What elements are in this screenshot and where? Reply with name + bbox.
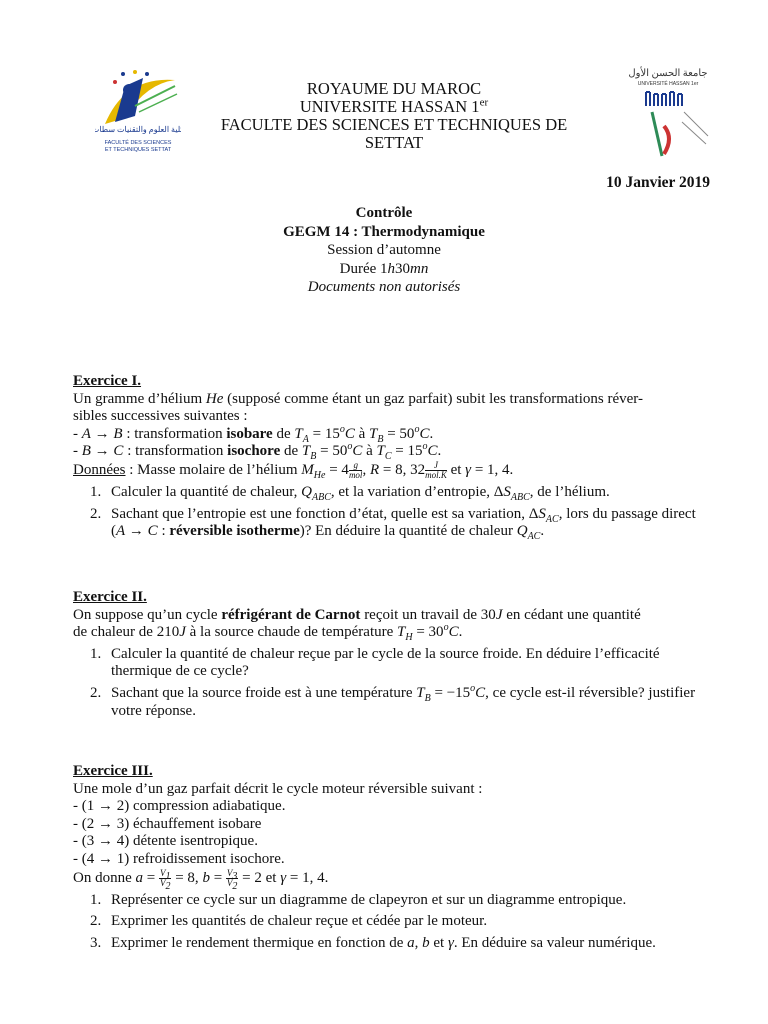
exercise-1-transformation-1: - A → B : transformation isobare de $T_A = 15^oC$ à $T_B = 50^oC$. [73,423,434,445]
university-logo-icon [622,66,712,162]
exercise-1-intro: Un gramme d’hélium He (supposé comme étant un gaz parfait) subit les transformations réver- [73,390,643,407]
exercise-3-heading: Exercice III. [73,763,153,779]
faculty-logo [95,66,181,158]
exercise-3 [73,763,713,952]
logo-latin-line1: FACULTÉ DES SCIENCES [104,140,172,146]
logo-right-arabic: جامعة الحسن الأول [628,68,708,79]
university-logo [622,66,712,162]
logo-right-latin: UNIVERSITÉ HASSAN 1er [637,81,699,87]
exercise-2-heading: Exercice II. [73,589,147,605]
donnees-label: Données [73,461,126,478]
institution-header [190,80,598,152]
exercise-1-question-1: 1. Calculer la quantité de chaleur, $Q_{ABC}$, et la variation d’entropie, $\Delta S_{ABC}$, de l’hélium. [90,483,610,503]
exercise-2 [73,589,713,720]
exercise-1-heading: Exercice I. [73,373,142,389]
exam-date: 10 Janvier 2019 [606,174,710,191]
header-line-3: FACULTE DES SCIENCES ET TECHNIQUES DE [220,115,568,134]
exercise-3-questions [73,892,713,953]
exercise-3-question-2: 2. Exprimer les quantités de chaleur reçue et cédée par le moteur. [90,913,488,930]
exercise-1-question-2: 2. Sachant que l’entropie est une fonction d’état, quelle est sa variation, $\Delta S_{AC}$, lors du passage direct (A → C : réversible isotherme)? En déduire la quantité de chaleur $Q_{AC}$. [90,505,696,543]
exercise-2-questions [73,646,713,720]
exercise-3-question-1: 1. Représenter ce cycle sur un diagramme de clapeyron et sur un diagramme entropique. [90,891,627,908]
exercise-2-question-2: 2. Sachant que la source froide est à une température $T_B = -15^oC$, ce cycle est-il réversible? justifier votre réponse. [90,682,696,719]
exercise-3-given: On donne a = $\frac{V_1}{V_2}$ = 8, b = $\frac{V_3}{V_2}$ = 2 et γ = 1, 4. [73,867,329,892]
exercise-1-transformation-2: - B → C : transformation isochore de $T_B = 50^oC$ à $T_C = 15^oC$. [73,441,442,463]
exam-title-block [0,204,768,297]
exercise-3-step-4: - (4 → 1) refroidissement isochore. [73,850,285,867]
exercise-3-step-2: - (2 → 3) échauffement isobare [73,815,262,832]
exercise-3-step-1: - (1 → 2) compression adiabatique. [73,798,286,815]
faculty-logo-icon [95,66,181,158]
logo-arabic-text: كلية العلوم والتقنيات سطات [95,125,181,134]
exercise-1-intro-2: sibles successives suivantes : [73,408,248,425]
exercise-2-intro-2: de chaleur de 210J à la source chaude de température $T_H = 30^oC$. [73,622,463,644]
session-text: Session d’automne [327,242,441,259]
exercise-1 [73,373,713,541]
header-line-1: ROYAUME DU MAROC [306,79,482,98]
header-line-4: SETTAT [364,133,424,152]
logo-latin-line2: ET TECHNIQUES SETTAT [104,147,172,153]
exercise-1-data: Données : Masse molaire de l’hélium $M_{He} = 4$ $\frac{g}{\text{mol}}$ , R = 8, 32 $\frac{J}{\text{mol.K}}$ et γ = 1, 4. [73,459,514,481]
exercise-3-step-3: - (3 → 4) détente isentropique. [73,833,258,850]
header-line-2: UNIVERSITE HASSAN 1er [299,96,489,116]
exercise-2-intro: On suppose qu’un cycle réfrigérant de Carnot reçoit un travail de 30J en cédant une quantité [73,606,641,623]
documents-notice: Documents non autorisés [307,279,461,296]
duration-text: Durée 1h30mn [339,260,429,277]
course-title: GEGM 14 : Thermodynamique [283,223,485,240]
exercise-2-question-1: 1. Calculer la quantité de chaleur reçue par le cycle de la source froide. En déduire l’efficacité thermique de ce cycle? [90,645,660,680]
exercise-3-intro: Une mole d’un gaz parfait décrit le cycle moteur réversible suivant : [73,780,483,797]
exercise-1-questions [73,484,713,541]
exam-title: Contrôle [355,205,413,221]
exercise-3-question-3: 3. Exprimer le rendement thermique en fonction de a, b et γ. En déduire sa valeur numérique. [90,934,656,951]
